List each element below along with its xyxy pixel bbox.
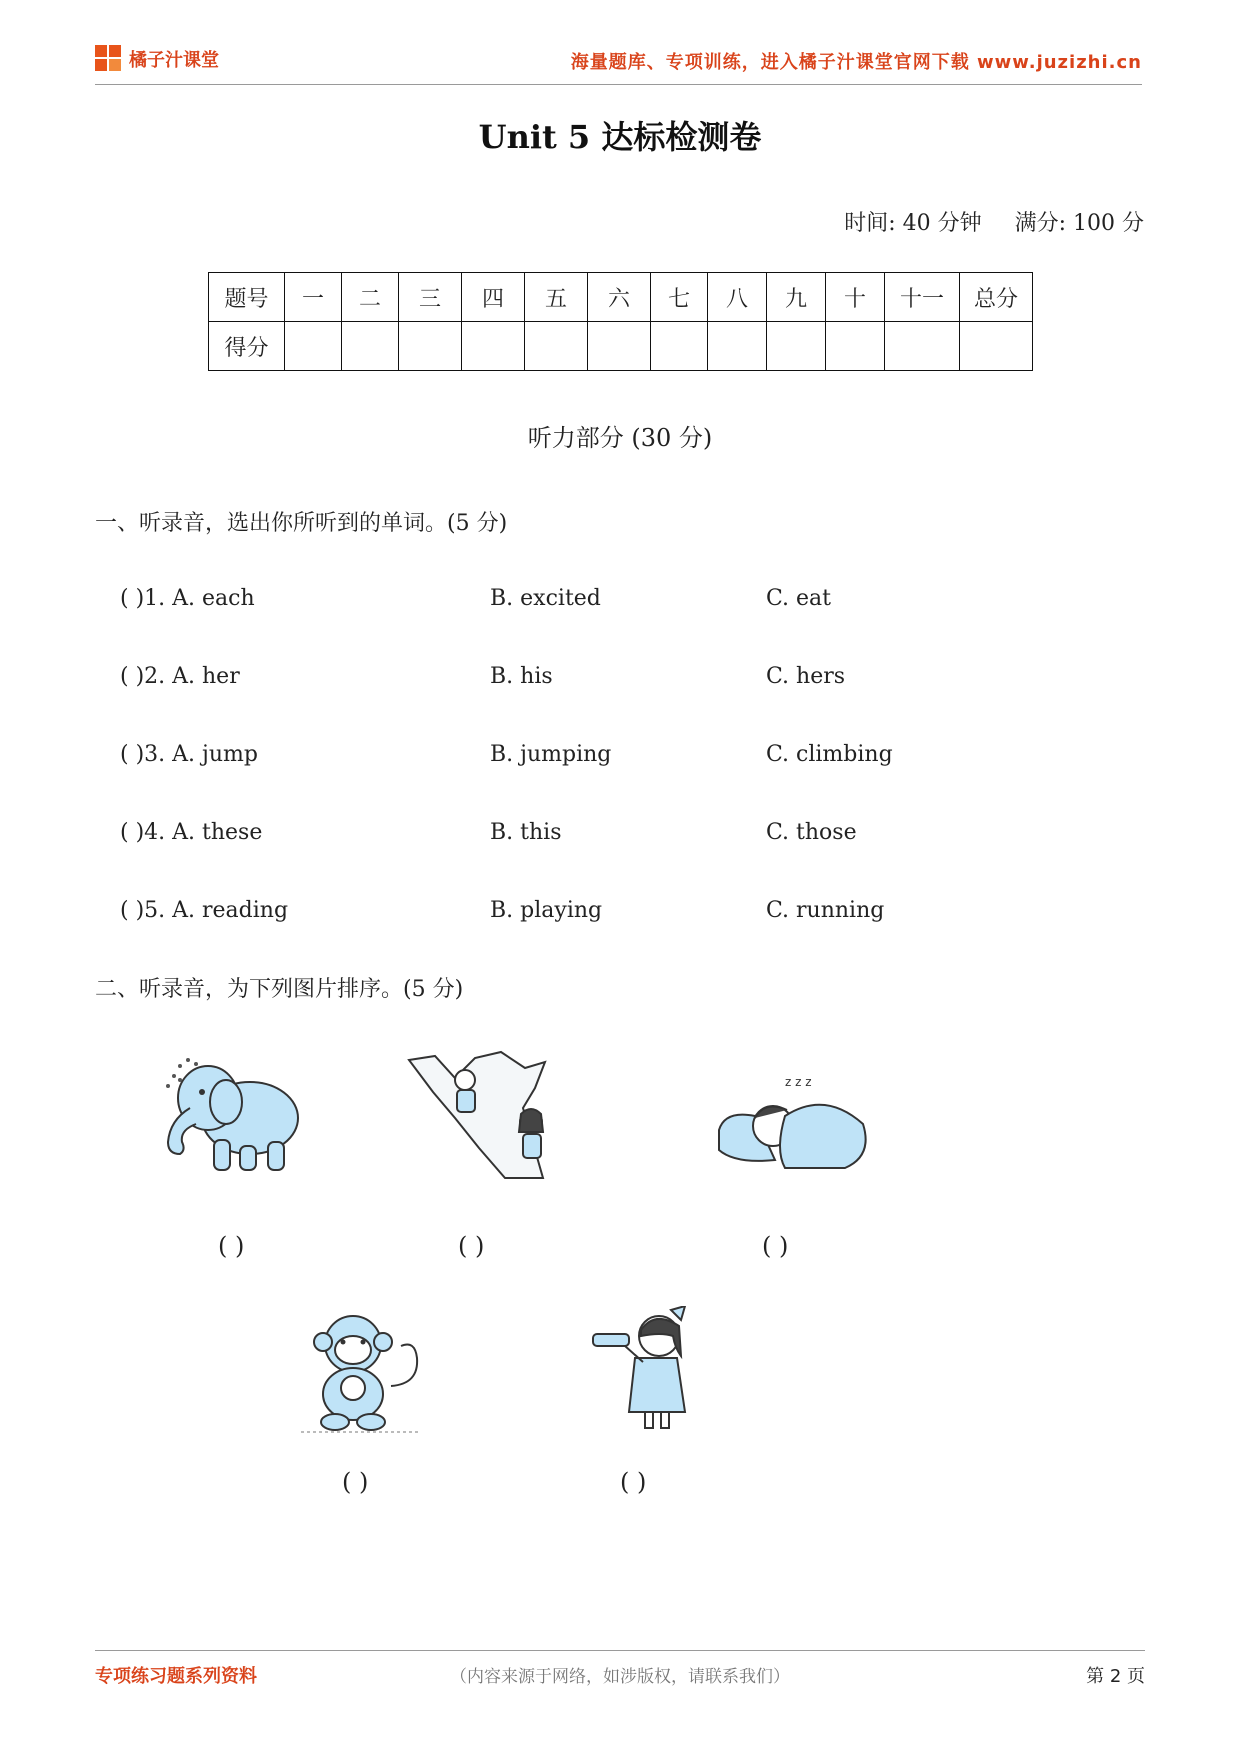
option-b: B. jumping [490, 742, 612, 767]
q2-heading: 二、听录音，为下列图片排序。(5 分) [95, 977, 464, 1002]
answer-blank[interactable]: ( )5. A. reading [120, 898, 289, 923]
page-title: Unit 5 达标检测卷 [478, 118, 762, 156]
answer-blank[interactable]: ( )3. A. jump [120, 742, 258, 767]
option-b: B. playing [490, 898, 603, 923]
table-col: 七 [651, 273, 708, 322]
option-c: C. those [766, 820, 857, 845]
score-table-score-row [209, 322, 1033, 371]
brand-name: 橘子汁课堂 [129, 50, 219, 71]
footer-divider [95, 1650, 1145, 1651]
table-col: 八 [708, 273, 767, 322]
header-divider [95, 84, 1142, 85]
option-b: B. this [490, 820, 562, 845]
option-c: C. eat [766, 586, 832, 611]
header-slogan: 海量题库、专项训练，进入橘子汁课堂官网下载 www.juzizhi.cn [570, 52, 1142, 73]
option-c: C. running [766, 898, 885, 923]
q1-item [0, 820, 1240, 860]
option-c: C. hers [766, 664, 846, 689]
score-cell[interactable] [285, 322, 342, 371]
girl-drinking-icon [585, 1306, 705, 1436]
table-col: 十一 [885, 273, 960, 322]
table-col: 九 [767, 273, 826, 322]
score-cell[interactable] [767, 322, 826, 371]
answer-blank[interactable]: ( )1. A. each [120, 586, 255, 611]
score-table-header-row [209, 273, 1033, 322]
q1-item [0, 898, 1240, 938]
table-col: 二 [342, 273, 399, 322]
score-cell[interactable] [342, 322, 399, 371]
footer-copyright: （内容来源于网络，如涉版权，请联系我们） [450, 1667, 790, 1687]
order-blank[interactable]: ( ) [342, 1468, 369, 1496]
table-col: 一 [285, 273, 342, 322]
table-col: 四 [462, 273, 525, 322]
order-blank[interactable]: ( ) [620, 1468, 647, 1496]
q1-item [0, 742, 1240, 782]
q1-item [0, 664, 1240, 704]
q1-heading: 一、听录音，选出你所听到的单词。(5 分) [95, 511, 508, 536]
page-number: 第 2 页 [1086, 1666, 1145, 1687]
table-col: 五 [525, 273, 588, 322]
order-blank[interactable]: ( ) [458, 1232, 485, 1260]
table-col: 十 [826, 273, 885, 322]
q1-item [0, 586, 1240, 626]
section-title: 听力部分 (30 分) [527, 424, 713, 452]
table-header-label: 题号 [209, 273, 285, 322]
score-cell[interactable] [462, 322, 525, 371]
score-cell[interactable] [525, 322, 588, 371]
score-cell[interactable] [826, 322, 885, 371]
brand-logo [95, 44, 219, 74]
monkey-eating-icon [295, 1306, 425, 1436]
score-cell[interactable] [399, 322, 462, 371]
children-climbing-icon [405, 1048, 555, 1188]
logo-icon [95, 45, 123, 73]
elephant-drinking-icon [150, 1050, 310, 1180]
exam-meta [818, 206, 1144, 237]
svg-text:z z z: z z z [785, 1075, 812, 1089]
boy-sleeping-icon [715, 1060, 875, 1180]
score-cell[interactable] [708, 322, 767, 371]
score-cell[interactable] [651, 322, 708, 371]
table-score-label: 得分 [209, 322, 285, 371]
option-b: B. his [490, 664, 553, 689]
answer-blank[interactable]: ( )2. A. her [120, 664, 240, 689]
time-limit: 时间: 40 分钟 [844, 211, 982, 236]
table-col: 总分 [960, 273, 1033, 322]
option-b: B. excited [490, 586, 601, 611]
footer-series: 专项练习题系列资料 [95, 1666, 257, 1687]
score-cell[interactable] [960, 322, 1033, 371]
full-score: 满分: 100 分 [1014, 211, 1144, 236]
table-col: 三 [399, 273, 462, 322]
order-blank[interactable]: ( ) [762, 1232, 789, 1260]
score-cell[interactable] [885, 322, 960, 371]
score-table [208, 272, 1033, 371]
option-c: C. climbing [766, 742, 893, 767]
answer-blank[interactable]: ( )4. A. these [120, 820, 263, 845]
table-col: 六 [588, 273, 651, 322]
score-cell[interactable] [588, 322, 651, 371]
order-blank[interactable]: ( ) [218, 1232, 245, 1260]
